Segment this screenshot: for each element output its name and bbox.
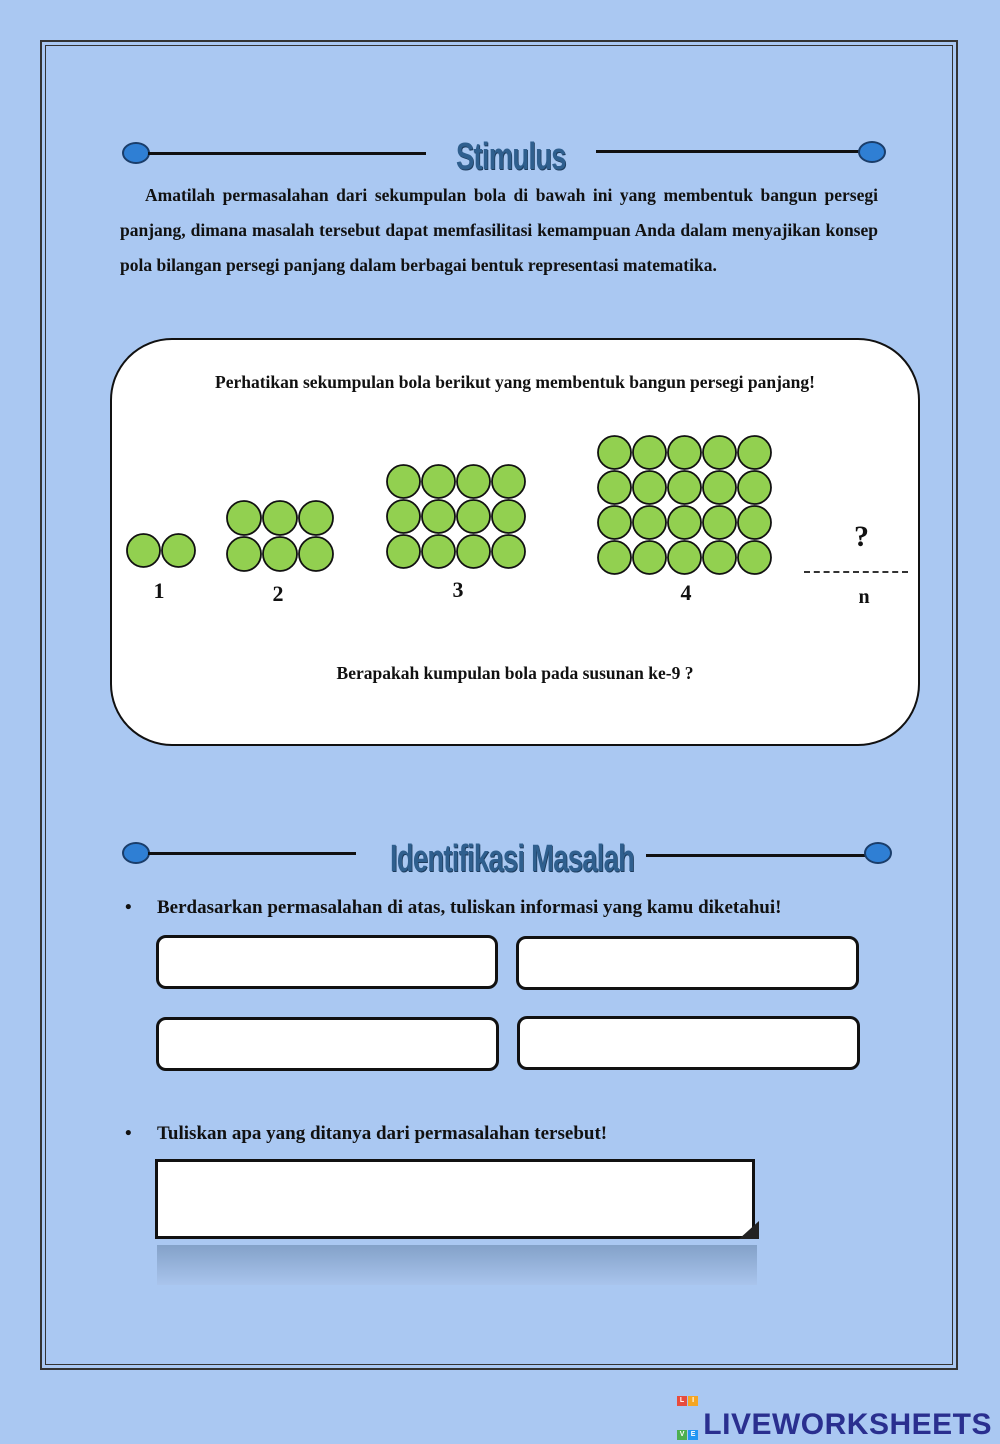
ball <box>387 465 420 498</box>
section-title-stimulus: Stimulus <box>456 136 566 178</box>
known-answer-field-4[interactable] <box>517 1016 860 1070</box>
stimulus-box-title: Perhatikan sekumpulan bola berikut yang membentuk bangun persegi panjang! <box>215 372 815 392</box>
section-title-identification: Identifikasi Masalah <box>390 838 635 880</box>
known-answer-field-2[interactable] <box>516 936 859 990</box>
ball <box>457 465 490 498</box>
pattern-label-2: 2 <box>272 581 284 606</box>
page-curl-decoration <box>739 1221 759 1239</box>
ball <box>703 471 736 504</box>
known-answer-field-1[interactable] <box>156 935 498 989</box>
unknown-pattern-mark: ? <box>854 520 869 553</box>
ball <box>703 541 736 574</box>
pattern-label-n: n <box>858 586 870 608</box>
ball <box>633 541 666 574</box>
ball <box>598 541 631 574</box>
ball-pattern-4 <box>598 436 771 574</box>
asked-answer-container <box>155 1159 761 1287</box>
ball-pattern-1 <box>127 534 195 567</box>
ball <box>738 541 771 574</box>
ball <box>299 537 333 571</box>
asked-answer-field[interactable] <box>155 1159 755 1239</box>
liveworksheets-wordmark: LIVEWORKSHEETS <box>703 1408 992 1441</box>
ball <box>703 506 736 539</box>
ball <box>598 436 631 469</box>
identification-header <box>0 838 1000 882</box>
ball <box>703 436 736 469</box>
pattern-label-3: 3 <box>452 577 464 602</box>
liveworksheets-icon: L IV E <box>677 1376 699 1398</box>
ball <box>263 537 297 571</box>
ball <box>127 534 160 567</box>
stimulus-box-question: Berapakah kumpulan bola pada susunan ke-9 ? <box>336 663 694 683</box>
asked-answer-reflection <box>157 1245 757 1285</box>
ball <box>422 465 455 498</box>
pattern-label-1: 1 <box>153 578 165 603</box>
ball <box>668 506 701 539</box>
ball <box>668 541 701 574</box>
ball <box>668 436 701 469</box>
liveworksheets-logo[interactable] <box>677 1376 992 1441</box>
ball <box>738 436 771 469</box>
ball <box>457 535 490 568</box>
ball <box>422 535 455 568</box>
ball <box>422 500 455 533</box>
known-answer-field-3[interactable] <box>156 1017 499 1071</box>
prompt-known-info: • Berdasarkan permasalahan di atas, tuliskan informasi yang kamu diketahui! <box>157 897 781 919</box>
stimulus-paragraph: Amatilah permasalahan dari sekumpulan bola di bawah ini yang membentuk bangun persegi panjang, dimana masalah tersebut dapat memfasilitasi kemampuan Anda dalam menyajikan konsep pola bilangan persegi panjang dalam berbagai bentuk representasi matematika. <box>120 185 878 275</box>
ball <box>738 471 771 504</box>
ball <box>387 535 420 568</box>
ball <box>738 506 771 539</box>
ball <box>457 500 490 533</box>
pattern-label-4: 4 <box>680 580 692 605</box>
header-line-right <box>646 854 866 857</box>
header-line-left <box>148 852 356 855</box>
ball <box>492 465 525 498</box>
ball <box>633 471 666 504</box>
header-dot-left <box>122 842 150 864</box>
ball <box>227 537 261 571</box>
prompt-asked-info: • Tuliskan apa yang ditanya dari permasalahan tersebut! <box>157 1123 607 1145</box>
ball <box>598 471 631 504</box>
ball <box>387 500 420 533</box>
header-dot-right <box>864 842 892 864</box>
ball <box>492 500 525 533</box>
ball <box>668 471 701 504</box>
ball <box>263 501 297 535</box>
ball <box>227 501 261 535</box>
ball <box>299 501 333 535</box>
ball <box>598 506 631 539</box>
ball <box>633 506 666 539</box>
unknown-pattern-dashed-line <box>804 571 908 573</box>
ball <box>162 534 195 567</box>
ball <box>492 535 525 568</box>
ball <box>633 436 666 469</box>
ball-pattern-3 <box>387 465 525 568</box>
ball-pattern-2 <box>227 501 333 571</box>
